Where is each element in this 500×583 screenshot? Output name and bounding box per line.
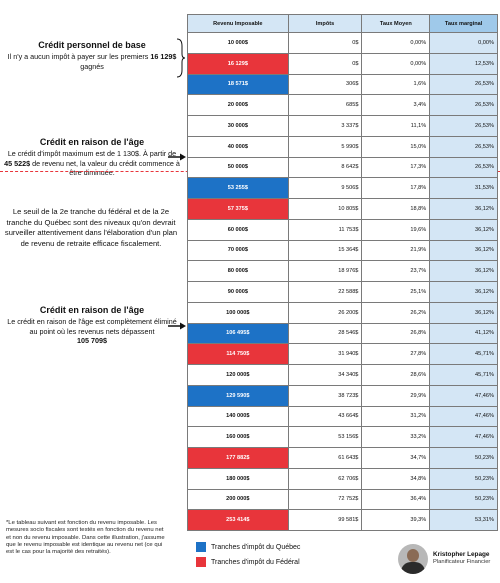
cell-revenu: 53 255$ bbox=[188, 178, 289, 199]
table-row bbox=[188, 116, 498, 137]
cell-impots: 53 156$ bbox=[289, 427, 363, 448]
annotation-text: Le seuil de la 2e tranche du fédéral et de la 2e tranche du Québec sont des niveaux qu'on devrait surveiller attentivement dans l'élaboration d'un plan de revenu de retraite efficace fiscalement. bbox=[4, 207, 178, 248]
table-row bbox=[188, 75, 498, 96]
cell-revenu: 180 000$ bbox=[188, 469, 289, 490]
cell-impots: 10 805$ bbox=[289, 199, 363, 220]
legend-swatch-quebec bbox=[196, 542, 206, 552]
cell-revenu: 80 000$ bbox=[188, 261, 289, 282]
header-taux-moyen: Taux Moyen bbox=[362, 15, 430, 33]
table-row bbox=[188, 241, 498, 262]
cell-revenu: 30 000$ bbox=[188, 116, 289, 137]
cell-revenu: 160 000$ bbox=[188, 427, 289, 448]
cell-taux-moyen: 29,9% bbox=[362, 386, 430, 407]
arrow-right-icon bbox=[168, 322, 187, 330]
cell-taux-marginal: 45,71% bbox=[430, 365, 498, 386]
table-header-row bbox=[188, 15, 498, 33]
cell-revenu: 177 882$ bbox=[188, 448, 289, 469]
cell-taux-moyen: 17,8% bbox=[362, 178, 430, 199]
cell-taux-marginal: 53,31% bbox=[430, 510, 498, 531]
cell-impots: 685$ bbox=[289, 95, 363, 116]
cell-taux-marginal: 26,53% bbox=[430, 75, 498, 96]
cell-taux-marginal: 12,53% bbox=[430, 54, 498, 75]
annotation-credit-age-2 bbox=[4, 305, 180, 346]
cell-revenu: 10 000$ bbox=[188, 33, 289, 54]
cell-impots: 15 364$ bbox=[289, 241, 363, 262]
cell-taux-marginal: 36,12% bbox=[430, 220, 498, 241]
cell-taux-marginal: 36,12% bbox=[430, 303, 498, 324]
cell-impots: 0$ bbox=[289, 54, 363, 75]
table-row bbox=[188, 199, 498, 220]
cell-impots: 62 706$ bbox=[289, 469, 363, 490]
cell-impots: 0$ bbox=[289, 33, 363, 54]
annotation-credit-personnel bbox=[4, 40, 180, 71]
tax-table bbox=[187, 14, 498, 531]
cell-impots: 5 990$ bbox=[289, 137, 363, 158]
table-row bbox=[188, 220, 498, 241]
cell-revenu: 129 590$ bbox=[188, 386, 289, 407]
cell-taux-moyen: 28,6% bbox=[362, 365, 430, 386]
cell-taux-moyen: 19,6% bbox=[362, 220, 430, 241]
table-row bbox=[188, 448, 498, 469]
table-row bbox=[188, 324, 498, 345]
author-role: Planificateur Financier bbox=[433, 559, 491, 566]
table-row bbox=[188, 386, 498, 407]
cell-impots: 28 546$ bbox=[289, 324, 363, 345]
cell-revenu: 16 129$ bbox=[188, 54, 289, 75]
cell-taux-moyen: 3,4% bbox=[362, 95, 430, 116]
author-name: Kristopher Lepage bbox=[433, 551, 490, 559]
cell-taux-moyen: 39,3% bbox=[362, 510, 430, 531]
cell-taux-moyen: 0,00% bbox=[362, 54, 430, 75]
header-impots: Impôts bbox=[289, 15, 363, 33]
cell-taux-moyen: 23,7% bbox=[362, 261, 430, 282]
cell-revenu: 106 495$ bbox=[188, 324, 289, 345]
cell-taux-moyen: 18,8% bbox=[362, 199, 430, 220]
cell-taux-moyen: 36,4% bbox=[362, 490, 430, 511]
cell-impots: 31 940$ bbox=[289, 344, 363, 365]
annotation-text: Le crédit en raison de l'âge est complètement éliminé au point où les revenus nets dépassent 105 709$ bbox=[7, 317, 177, 346]
table-row bbox=[188, 158, 498, 179]
cell-impots: 8 642$ bbox=[289, 158, 363, 179]
cell-impots: 306$ bbox=[289, 75, 363, 96]
cell-taux-marginal: 36,12% bbox=[430, 261, 498, 282]
cell-taux-moyen: 25,1% bbox=[362, 282, 430, 303]
cell-revenu: 60 000$ bbox=[188, 220, 289, 241]
cell-taux-marginal: 26,53% bbox=[430, 116, 498, 137]
cell-taux-marginal: 45,71% bbox=[430, 344, 498, 365]
annotation-amount: 105 709$ bbox=[77, 336, 107, 346]
annotation-amount: 16 129$ bbox=[150, 52, 177, 61]
table-row bbox=[188, 261, 498, 282]
legend-label: Tranches d'impôt du Fédéral bbox=[211, 558, 300, 566]
table-row bbox=[188, 33, 498, 54]
table-row bbox=[188, 344, 498, 365]
cell-impots: 11 753$ bbox=[289, 220, 363, 241]
cell-revenu: 253 414$ bbox=[188, 510, 289, 531]
arrow-right-icon bbox=[168, 153, 187, 161]
cell-taux-moyen: 1,6% bbox=[362, 75, 430, 96]
cell-taux-marginal: 47,46% bbox=[430, 407, 498, 428]
table-row bbox=[188, 469, 498, 490]
author-block bbox=[398, 544, 490, 574]
cell-taux-moyen: 26,8% bbox=[362, 324, 430, 345]
cell-impots: 3 337$ bbox=[289, 116, 363, 137]
header-taux-marginal: Taux marginal bbox=[430, 15, 498, 33]
table-row bbox=[188, 510, 498, 531]
annotation-title: Crédit en raison de l'âge bbox=[39, 305, 145, 315]
table-row bbox=[188, 427, 498, 448]
cell-taux-marginal: 26,53% bbox=[430, 95, 498, 116]
cell-impots: 72 752$ bbox=[289, 490, 363, 511]
cell-taux-moyen: 21,9% bbox=[362, 241, 430, 262]
cell-taux-moyen: 0,00% bbox=[362, 33, 430, 54]
cell-impots: 26 200$ bbox=[289, 303, 363, 324]
brace-icon bbox=[176, 38, 186, 78]
cell-impots: 22 588$ bbox=[289, 282, 363, 303]
header-revenu: Revenu Imposable bbox=[188, 15, 289, 33]
cell-taux-marginal: 31,53% bbox=[430, 178, 498, 199]
cell-impots: 61 643$ bbox=[289, 448, 363, 469]
cell-taux-marginal: 36,12% bbox=[430, 282, 498, 303]
cell-revenu: 100 000$ bbox=[188, 303, 289, 324]
footnote: *Le tableau suivant est fonction du revenu imposable. Les mesures socio fiscales sont testés en fonction du revenu net et non du revenu imposable. Dans cette illustration, j'assume que le revenu imposable est identique au revenu net (ce qui est le cas pour la majorité des retraités). bbox=[6, 520, 165, 556]
table-row bbox=[188, 303, 498, 324]
cell-impots: 43 664$ bbox=[289, 407, 363, 428]
table-row bbox=[188, 282, 498, 303]
cell-taux-marginal: 26,53% bbox=[430, 158, 498, 179]
cell-taux-marginal: 36,12% bbox=[430, 199, 498, 220]
cell-impots: 99 581$ bbox=[289, 510, 363, 531]
cell-taux-moyen: 27,8% bbox=[362, 344, 430, 365]
cell-revenu: 200 000$ bbox=[188, 490, 289, 511]
cell-taux-moyen: 17,3% bbox=[362, 158, 430, 179]
annotation-text: Le crédit d'impôt maximum est de 1 130$. À partir de 45 522$ de revenu net, la valeur du crédit commence à être diminuée. bbox=[4, 149, 180, 178]
table-body bbox=[188, 33, 498, 531]
cell-revenu: 90 000$ bbox=[188, 282, 289, 303]
legend-item-quebec bbox=[196, 542, 300, 552]
cell-taux-moyen: 34,7% bbox=[362, 448, 430, 469]
cell-taux-moyen: 26,2% bbox=[362, 303, 430, 324]
cell-taux-marginal: 0,00% bbox=[430, 33, 498, 54]
table-row bbox=[188, 178, 498, 199]
annotation-title: Crédit en raison de l'âge bbox=[39, 137, 145, 147]
cell-revenu: 40 000$ bbox=[188, 137, 289, 158]
avatar bbox=[398, 544, 428, 574]
cell-taux-moyen: 11,1% bbox=[362, 116, 430, 137]
cell-revenu: 120 000$ bbox=[188, 365, 289, 386]
cell-taux-moyen: 34,8% bbox=[362, 469, 430, 490]
table-row bbox=[188, 54, 498, 75]
cell-taux-marginal: 47,46% bbox=[430, 386, 498, 407]
table-row bbox=[188, 95, 498, 116]
cell-taux-marginal: 41,12% bbox=[430, 324, 498, 345]
cell-taux-marginal: 50,23% bbox=[430, 490, 498, 511]
cell-revenu: 20 000$ bbox=[188, 95, 289, 116]
annotation-text: Il n'y a aucun impôt à payer sur les premiers 16 129$ gagnés bbox=[7, 52, 177, 71]
annotation-title: Crédit personnel de base bbox=[38, 40, 146, 50]
legend-swatch-federal bbox=[196, 557, 206, 567]
cell-revenu: 114 750$ bbox=[188, 344, 289, 365]
cell-impots: 38 723$ bbox=[289, 386, 363, 407]
annotation-amount: 45 522$ bbox=[4, 158, 31, 168]
cell-impots: 34 340$ bbox=[289, 365, 363, 386]
cell-taux-marginal: 36,12% bbox=[430, 241, 498, 262]
cell-taux-moyen: 31,2% bbox=[362, 407, 430, 428]
cell-revenu: 18 571$ bbox=[188, 75, 289, 96]
table-row bbox=[188, 407, 498, 428]
cell-taux-marginal: 26,53% bbox=[430, 137, 498, 158]
annotation-seuil bbox=[2, 207, 180, 249]
cell-impots: 18 976$ bbox=[289, 261, 363, 282]
cell-revenu: 50 000$ bbox=[188, 158, 289, 179]
cell-taux-marginal: 50,23% bbox=[430, 469, 498, 490]
table-row bbox=[188, 490, 498, 511]
legend-item-federal bbox=[196, 557, 300, 567]
cell-revenu: 140 000$ bbox=[188, 407, 289, 428]
cell-taux-marginal: 47,46% bbox=[430, 427, 498, 448]
cell-taux-moyen: 15,0% bbox=[362, 137, 430, 158]
cell-impots: 9 506$ bbox=[289, 178, 363, 199]
table-row bbox=[188, 365, 498, 386]
cell-revenu: 57 375$ bbox=[188, 199, 289, 220]
table-row bbox=[188, 137, 498, 158]
cell-taux-marginal: 50,23% bbox=[430, 448, 498, 469]
cell-taux-moyen: 33,2% bbox=[362, 427, 430, 448]
cell-revenu: 70 000$ bbox=[188, 241, 289, 262]
legend-label: Tranches d'impôt du Québec bbox=[211, 543, 301, 551]
